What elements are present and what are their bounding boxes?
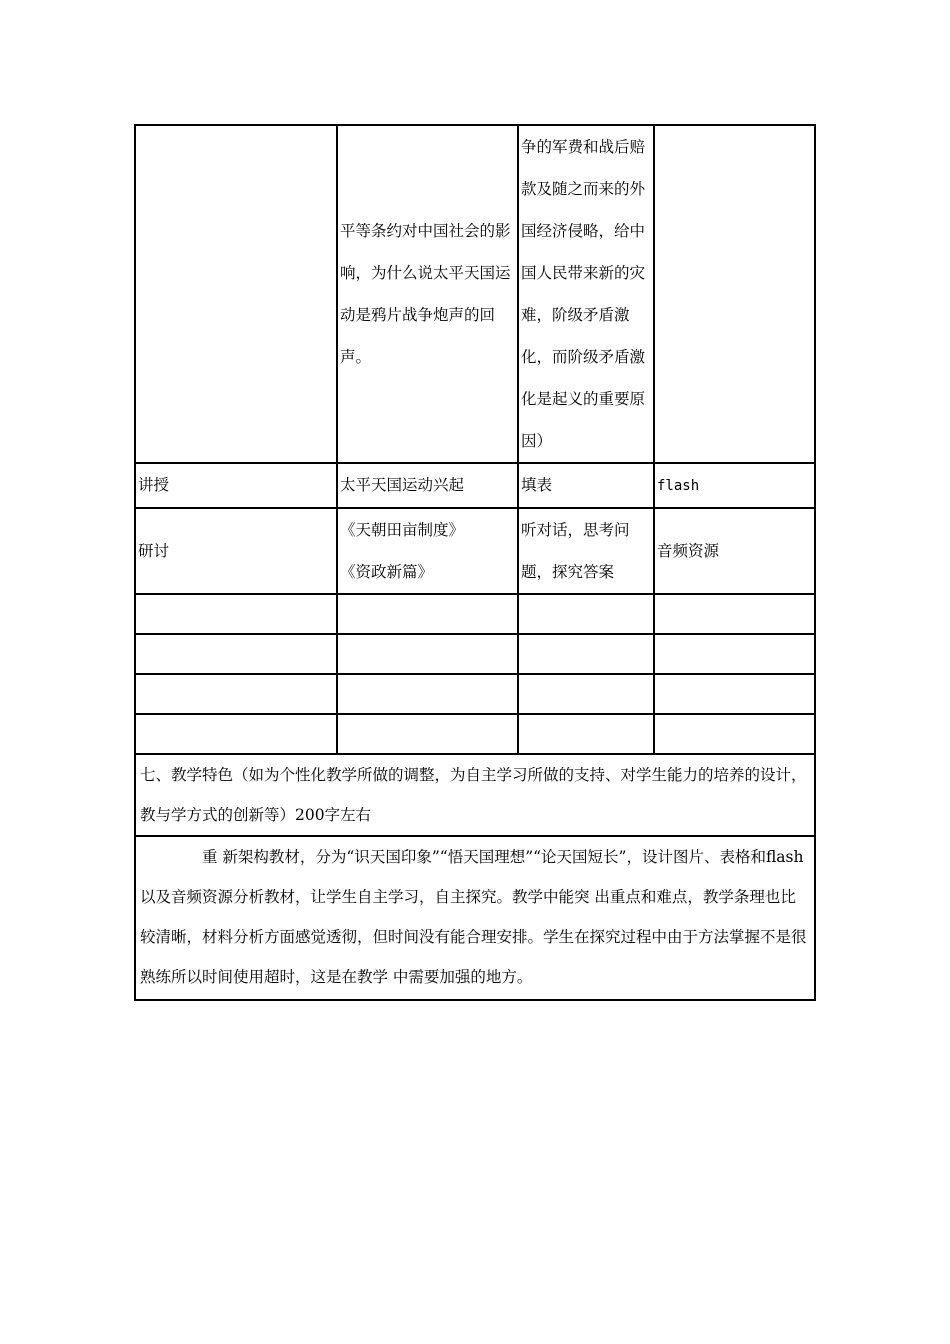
activity-text: 听对话，思考问题，探究答案 (521, 521, 630, 581)
cell-empty (518, 594, 654, 634)
cell-content (337, 508, 518, 594)
content-line-2: 《资政新篇》 (340, 563, 434, 581)
cell-empty (654, 674, 815, 714)
cell-empty (518, 714, 654, 754)
table-row-empty (135, 594, 815, 634)
section7-heading-cell (135, 754, 815, 836)
cell-empty (518, 634, 654, 674)
table-row-empty (135, 674, 815, 714)
table-row-empty (135, 714, 815, 754)
lesson-plan-table (134, 124, 816, 1001)
cell-empty (337, 674, 518, 714)
cell-intro-question (337, 125, 518, 463)
table-row-section7-body (135, 836, 815, 1000)
cell-empty (654, 594, 815, 634)
section7-body-cell (135, 836, 815, 1000)
table-row-intro (135, 125, 815, 463)
cell-empty (337, 594, 518, 634)
cell-empty (337, 634, 518, 674)
table-row-lecture (135, 463, 815, 508)
cell-activity (518, 463, 654, 508)
cell-activity (518, 508, 654, 594)
intro-answer-text: 争的军费和战后赔款及随之而来的外国经济侵略，给中国人民带来新的灾难，阶级矛盾激化，而阶级矛盾激化是起义的重要原因） (521, 138, 646, 450)
section7-heading: 七、教学特色（如为个性化教学所做的调整，为自主学习所做的支持、对学生能力的培养的设计，教与学方式的创新等）200字左右 (140, 766, 807, 824)
method-text: 研讨 (138, 542, 170, 560)
cell-empty (654, 125, 815, 463)
cell-method (135, 463, 337, 508)
activity-text: 填表 (521, 476, 553, 494)
cell-empty (135, 594, 337, 634)
cell-method (135, 508, 337, 594)
cell-empty (135, 674, 337, 714)
resource-text: flash (657, 478, 700, 494)
table-row-empty (135, 634, 815, 674)
cell-resource (654, 463, 815, 508)
section7-body: 重 新架构教材，分为“识天国印象”“悟天国理想”“论天国短长”，设计图片、表格和flash以及音频资源分析教材，让学生自主学习，自主探究。教学中能突 出重点和难点，教学条理也比较清晰，材料分析方面感觉透彻，但时间没有能合理安排。学生在探究过程中由于方法掌握不是很熟练所以时间使用超时，这是在教学 中需要加强的地方。 (140, 848, 807, 986)
content-text: 太平天国运动兴起 (340, 476, 465, 494)
cell-resource (654, 508, 815, 594)
cell-empty (654, 634, 815, 674)
cell-empty (135, 714, 337, 754)
method-text: 讲授 (138, 476, 170, 494)
resource-text: 音频资源 (657, 542, 720, 560)
table-row-discuss (135, 508, 815, 594)
cell-empty (654, 714, 815, 754)
cell-empty (135, 634, 337, 674)
content-line-1: 《天朝田亩制度》 (340, 521, 465, 539)
cell-content (337, 463, 518, 508)
cell-empty (518, 674, 654, 714)
table-row-section7-heading (135, 754, 815, 836)
cell-intro-answer (518, 125, 654, 463)
intro-question-text: 平等条约对中国社会的影响，为什么说太平天国运动是鸦片战争炮声的回声。 (340, 222, 511, 366)
cell-empty (337, 714, 518, 754)
cell-empty (135, 125, 337, 463)
